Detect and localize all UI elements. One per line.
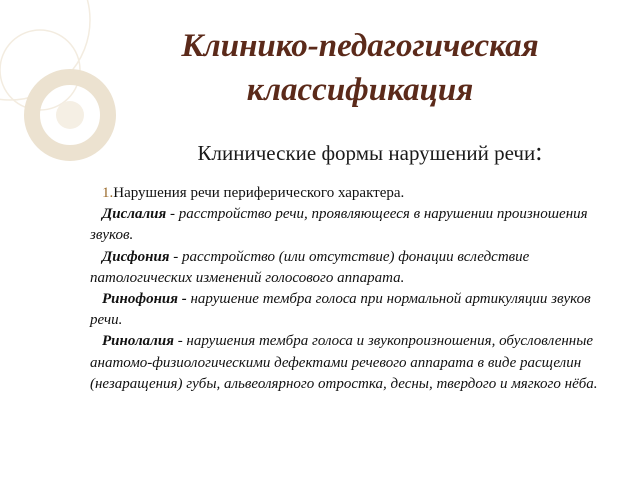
- entry-definition: нарушение тембра голоса при нормальной артикуляции звуков речи.: [90, 291, 591, 329]
- entry-definition: - расстройство речи, проявляющееся в нарушении произношения звуков.: [90, 206, 588, 244]
- slide-title: Клинико-педагогическая классификация: [181, 28, 539, 108]
- subtitle-text: Клинические формы нарушений речи: [197, 141, 536, 165]
- entry-term: Дисфония: [102, 248, 170, 265]
- slide-subtitle: [100, 138, 640, 167]
- subtitle-colon: :: [535, 137, 543, 166]
- list-item-text: Нарушения речи периферического характера.: [113, 185, 405, 201]
- entry-rhinolalia: [90, 331, 620, 395]
- entry-dysphonia: [90, 247, 620, 289]
- entry-rhinophonia: [90, 289, 620, 331]
- list-item: [90, 183, 620, 204]
- slide-body: [90, 183, 620, 395]
- list-number: 1.: [102, 185, 114, 201]
- entry-dyslalia: [90, 204, 620, 246]
- entry-term: Дислалия: [102, 206, 167, 223]
- entry-term: Ринолалия: [102, 333, 174, 350]
- entry-definition: - нарушения тембра голоса и звукопроизношения, обусловленные анатомо-физиологическими дефектами речевого аппарата в виде расщелин (незаращения) губы, альвеолярного отростка, десны, твердого и мягкого нёба.: [90, 333, 598, 392]
- entry-definition: - расстройство (или отсутствие) фонации вследствие патологических изменений голосового аппарата.: [90, 248, 530, 286]
- entry-term: Ринофония -: [102, 291, 187, 308]
- decor-dot: [56, 101, 84, 129]
